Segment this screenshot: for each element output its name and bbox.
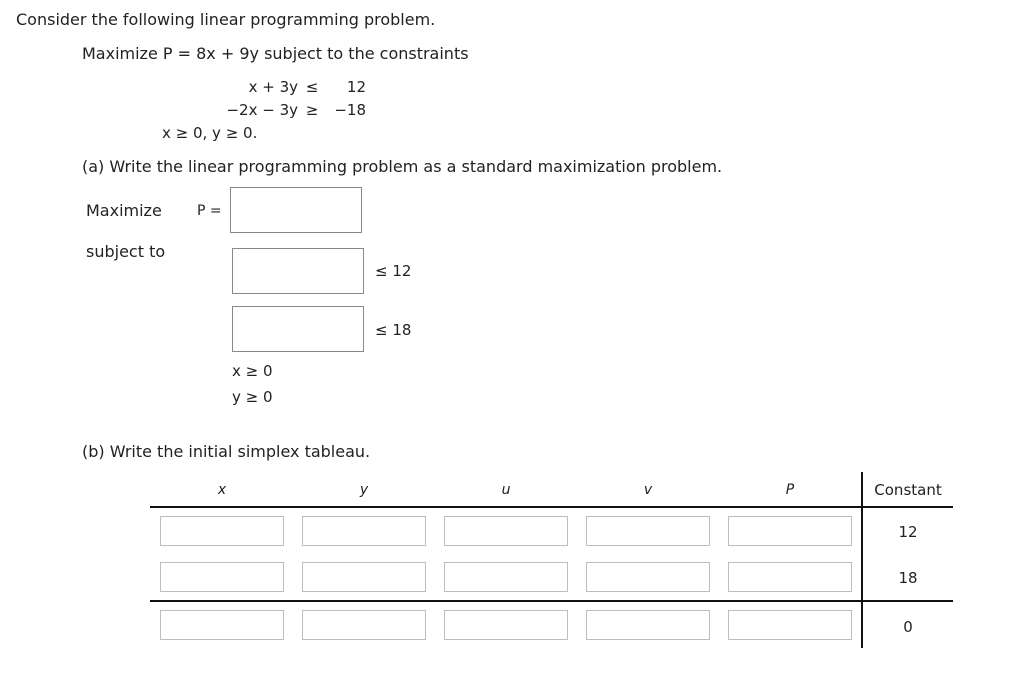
header-constant: Constant: [874, 481, 942, 499]
objective-rule: [150, 600, 953, 602]
constant-row-3: 0: [903, 618, 913, 636]
tableau-cell[interactable]: [728, 562, 852, 592]
tableau-cell[interactable]: [302, 516, 426, 546]
tableau-cell[interactable]: [728, 516, 852, 546]
p-equals-label: P =: [197, 203, 222, 219]
tableau-cell[interactable]: [586, 562, 710, 592]
tableau-cell[interactable]: [302, 562, 426, 592]
part-b-title: (b) Write the initial simplex tableau.: [82, 442, 371, 461]
constraint-2-input[interactable]: [232, 306, 364, 352]
tableau-cell[interactable]: [302, 610, 426, 640]
nonneg-text: x ≥ 0, y ≥ 0.: [162, 124, 258, 142]
objective-input[interactable]: [230, 187, 362, 233]
maximize-label: Maximize: [86, 201, 162, 220]
header-y: y: [359, 482, 369, 498]
constraint-2-bound: ≤ 18: [375, 321, 412, 339]
constant-row-2: 18: [898, 569, 918, 587]
tableau-cell[interactable]: [586, 516, 710, 546]
constraint-2-sym: ≥: [305, 101, 319, 119]
constraint-1-bound: ≤ 12: [375, 262, 412, 280]
part-a-title: (a) Write the linear programming problem as a standard maximization problem.: [82, 157, 723, 176]
y-nonneg: y ≥ 0: [232, 388, 273, 406]
constraint-1-lhs: x + 3y: [248, 78, 298, 96]
constraint-2-lhs: −2x − 3y: [226, 101, 298, 119]
intro-text: Consider the following linear programming problem.: [16, 10, 436, 29]
tableau-cell[interactable]: [444, 516, 568, 546]
constraint-2: [170, 101, 370, 119]
subject-to-label: subject to: [86, 242, 166, 261]
constraint-1: [170, 78, 370, 96]
tableau-cell[interactable]: [444, 610, 568, 640]
constraint-1-input[interactable]: [232, 248, 364, 294]
constraint-1-sym: ≤: [305, 78, 319, 96]
tableau-cell[interactable]: [160, 562, 284, 592]
tableau-cell[interactable]: [160, 610, 284, 640]
constraint-1-rhs: 12: [346, 78, 366, 96]
tableau-cell[interactable]: [728, 610, 852, 640]
x-nonneg: x ≥ 0: [232, 362, 273, 380]
tableau-cell[interactable]: [160, 516, 284, 546]
objective-text: Maximize P = 8x + 9y subject to the constraints: [82, 44, 469, 63]
tableau-cell[interactable]: [444, 562, 568, 592]
header-u: u: [501, 482, 511, 498]
tableau-cell[interactable]: [586, 610, 710, 640]
header-x: x: [217, 482, 227, 498]
constant-row-1: 12: [898, 523, 918, 541]
header-rule: [150, 506, 953, 508]
constraint-2-rhs: −18: [334, 101, 366, 119]
header-v: v: [643, 482, 653, 498]
header-p: P: [785, 482, 795, 498]
